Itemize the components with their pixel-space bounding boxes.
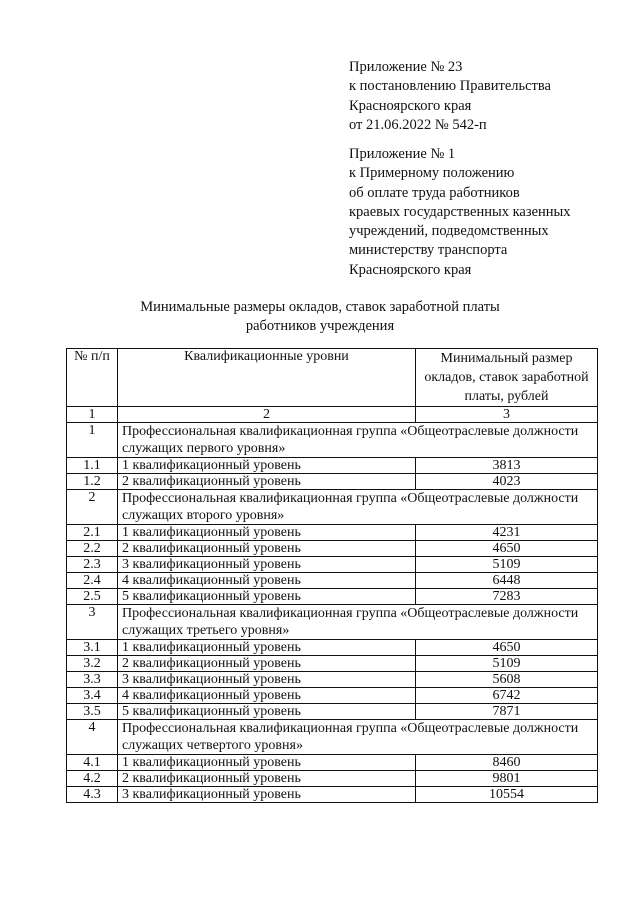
group-title: Профессиональная квалификационная группа «Общеотраслевые должности служащих первого уровня» [118, 423, 598, 458]
table-row [67, 771, 598, 787]
salary-value: 5608 [416, 672, 598, 688]
row-number: 2.5 [67, 589, 118, 605]
level-name: 2 квалификационный уровень [118, 541, 416, 557]
table-row [67, 474, 598, 490]
row-number: 4.2 [67, 771, 118, 787]
table-header-row [67, 349, 598, 407]
level-name: 3 квалификационный уровень [118, 787, 416, 803]
table-row [67, 640, 598, 656]
group-number: 1 [67, 423, 118, 458]
salary-value: 10554 [416, 787, 598, 803]
row-number: 3.3 [67, 672, 118, 688]
group-title: Профессиональная квалификационная группа «Общеотраслевые должности служащих третьего уровня» [118, 605, 598, 640]
table-row [67, 589, 598, 605]
salary-value: 3813 [416, 458, 598, 474]
level-name: 5 квалификационный уровень [118, 589, 416, 605]
salary-value: 5109 [416, 656, 598, 672]
table-row [67, 557, 598, 573]
row-number: 1.1 [67, 458, 118, 474]
level-name: 1 квалификационный уровень [118, 640, 416, 656]
annex-main-line: к постановлению Правительства [349, 78, 551, 95]
group-number: 3 [67, 605, 118, 640]
annex-main-line: Приложение № 23 [349, 59, 463, 75]
table-row [67, 704, 598, 720]
level-name: 1 квалификационный уровень [118, 755, 416, 771]
group-row [67, 720, 598, 755]
row-number: 1.2 [67, 474, 118, 490]
row-number: 2.2 [67, 541, 118, 557]
level-name: 2 квалификационный уровень [118, 771, 416, 787]
group-number: 2 [67, 490, 118, 525]
row-number: 3.4 [67, 688, 118, 704]
column-numbers-row [67, 407, 598, 423]
document-title-line-1: Минимальные размеры окладов, ставок заработной платы [140, 299, 500, 315]
level-name: 1 квалификационный уровень [118, 525, 416, 541]
column-number-cell: 3 [416, 407, 598, 423]
document-title [0, 298, 640, 336]
row-number: 3.2 [67, 656, 118, 672]
column-number-cell: 2 [118, 407, 416, 423]
row-number: 4.1 [67, 755, 118, 771]
salary-value: 6742 [416, 688, 598, 704]
level-name: 1 квалификационный уровень [118, 458, 416, 474]
annex-sub-line: Приложение № 1 [349, 146, 456, 162]
salary-value: 4023 [416, 474, 598, 490]
document-title-line-2: работников учреждения [245, 318, 395, 334]
row-number: 4.3 [67, 787, 118, 803]
group-row [67, 490, 598, 525]
table-row [67, 672, 598, 688]
annex-sub-line: к Примерному положению [349, 165, 515, 182]
level-name: 3 квалификационный уровень [118, 672, 416, 688]
table-row [67, 541, 598, 557]
column-number-cell: 1 [67, 407, 118, 423]
salary-value: 4650 [416, 640, 598, 656]
row-number: 2.4 [67, 573, 118, 589]
annex-sub-line: учреждений, подведомственных [349, 223, 549, 240]
salary-value: 4650 [416, 541, 598, 557]
row-number: 3.1 [67, 640, 118, 656]
row-number: 3.5 [67, 704, 118, 720]
annex-main-line: от 21.06.2022 № 542-п [349, 116, 487, 133]
annex-sub-line: краевых государственных казенных [349, 203, 571, 220]
annex-sub-line: Красноярского края [349, 261, 472, 278]
header-name-cell: Квалификационные уровни [118, 349, 416, 407]
row-number: 2.1 [67, 525, 118, 541]
annex-main-line: Красноярского края [349, 97, 472, 114]
salary-table [66, 348, 598, 803]
group-row [67, 423, 598, 458]
level-name: 5 квалификационный уровень [118, 704, 416, 720]
group-title: Профессиональная квалификационная группа «Общеотраслевые должности служащих четвертого уровня» [118, 720, 598, 755]
salary-value: 7283 [416, 589, 598, 605]
group-title: Профессиональная квалификационная группа «Общеотраслевые должности служащих второго уровня» [118, 490, 598, 525]
table-row [67, 573, 598, 589]
salary-value: 5109 [416, 557, 598, 573]
annex-main-block [349, 58, 551, 135]
salary-value: 4231 [416, 525, 598, 541]
annex-sub-line: министерству транспорта [349, 242, 508, 259]
salary-value: 6448 [416, 573, 598, 589]
salary-value: 7871 [416, 704, 598, 720]
group-row [67, 605, 598, 640]
level-name: 3 квалификационный уровень [118, 557, 416, 573]
header-value-cell: Минимальный размер окладов, ставок заработной платы, рублей [416, 349, 598, 407]
salary-value: 8460 [416, 755, 598, 771]
level-name: 4 квалификационный уровень [118, 573, 416, 589]
table-row [67, 787, 598, 803]
level-name: 2 квалификационный уровень [118, 474, 416, 490]
header-num-cell: № п/п [67, 349, 118, 407]
table-row [67, 525, 598, 541]
row-number: 2.3 [67, 557, 118, 573]
level-name: 4 квалификационный уровень [118, 688, 416, 704]
table-row [67, 688, 598, 704]
group-number: 4 [67, 720, 118, 755]
salary-value: 9801 [416, 771, 598, 787]
table-row [67, 458, 598, 474]
annex-sub-block [349, 145, 571, 280]
annex-sub-line: об оплате труда работников [349, 184, 520, 201]
table-row [67, 656, 598, 672]
table-row [67, 755, 598, 771]
level-name: 2 квалификационный уровень [118, 656, 416, 672]
